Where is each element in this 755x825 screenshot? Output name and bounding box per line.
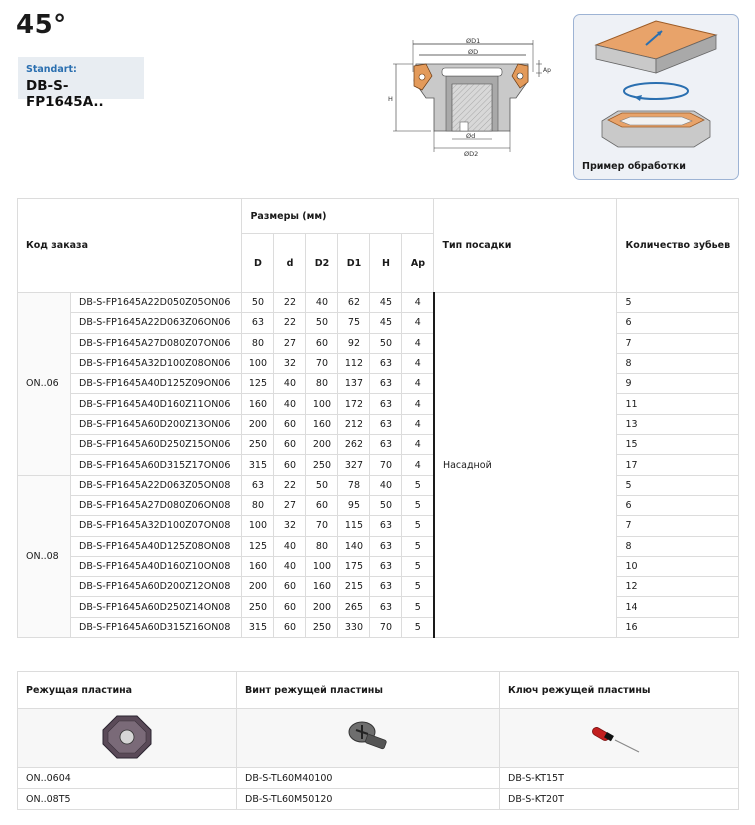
dim-cell-D1: 75 (338, 313, 370, 333)
order-code-cell: DB-S-FP1645A60D250Z15ON06 (71, 435, 242, 455)
header-insert: Режущая пластина (18, 672, 237, 709)
teeth-count-cell: 16 (617, 617, 739, 637)
teeth-count-cell: 13 (617, 414, 739, 434)
dim-cell-D: 200 (242, 577, 274, 597)
standard-label: Standart: (26, 64, 77, 75)
machining-example-illustration (574, 15, 738, 155)
dim-cell-D2: 200 (306, 597, 338, 617)
order-code-cell: DB-S-FP1645A32D100Z08ON06 (71, 353, 242, 373)
key-code-1: DB-S-KT15T (500, 768, 739, 789)
group-label: ON..08 (18, 475, 71, 637)
dim-cell-H: 45 (370, 293, 402, 313)
dim-cell-Ap: 4 (402, 374, 434, 394)
spec-table-body (18, 293, 739, 638)
dim-cell-d: 22 (274, 293, 306, 313)
teeth-count-cell: 15 (617, 435, 739, 455)
dim-cell-Ap: 5 (402, 495, 434, 515)
dim-cell-d: 40 (274, 536, 306, 556)
dim-cell-H: 63 (370, 536, 402, 556)
key-code-2: DB-S-KT20T (500, 789, 739, 810)
header-screw: Винт режущей пластины (237, 672, 500, 709)
dim-cell-D: 250 (242, 597, 274, 617)
header-dim-D: D (242, 234, 274, 293)
insert-code-2: ON..08T5 (18, 789, 237, 810)
table-row (18, 333, 739, 353)
dim-cell-D1: 137 (338, 374, 370, 394)
dim-cell-D1: 175 (338, 556, 370, 576)
teeth-count-cell: 7 (617, 516, 739, 536)
dim-cell-H: 70 (370, 455, 402, 475)
dim-cell-D: 80 (242, 495, 274, 515)
header-order-code: Код заказа (18, 199, 242, 293)
order-code-cell: DB-S-FP1645A40D125Z08ON08 (71, 536, 242, 556)
dim-cell-d: 60 (274, 597, 306, 617)
table-row (18, 414, 739, 434)
dim-cell-d: 60 (274, 455, 306, 475)
dim-cell-D2: 250 (306, 455, 338, 475)
dim-cell-D1: 78 (338, 475, 370, 495)
dim-cell-d: 32 (274, 516, 306, 536)
dim-cell-d: 60 (274, 414, 306, 434)
table-row (18, 516, 739, 536)
cutting-insert-icon (97, 712, 157, 762)
dim-cell-D: 80 (242, 333, 274, 353)
header-dim-D1: D1 (338, 234, 370, 293)
table-row (18, 536, 739, 556)
table-row (18, 394, 739, 414)
dim-cell-D: 315 (242, 617, 274, 637)
table-row (18, 475, 739, 495)
table-row (18, 293, 739, 313)
dim-cell-D2: 160 (306, 414, 338, 434)
order-code-cell: DB-S-FP1645A40D160Z10ON08 (71, 556, 242, 576)
dim-cell-H: 63 (370, 353, 402, 373)
dim-cell-D1: 115 (338, 516, 370, 536)
table-row (18, 556, 739, 576)
dim-cell-D2: 40 (306, 293, 338, 313)
dim-cell-H: 63 (370, 374, 402, 394)
dim-cell-H: 63 (370, 577, 402, 597)
table-row (18, 374, 739, 394)
dim-cell-d: 22 (274, 475, 306, 495)
order-code-cell: DB-S-FP1645A32D100Z07ON08 (71, 516, 242, 536)
dim-cell-H: 63 (370, 556, 402, 576)
dim-cell-Ap: 4 (402, 353, 434, 373)
dim-cell-H: 50 (370, 495, 402, 515)
dim-cell-Ap: 5 (402, 556, 434, 576)
order-code-cell: DB-S-FP1645A27D080Z07ON06 (71, 333, 242, 353)
dim-cell-d: 60 (274, 435, 306, 455)
dim-cell-D1: 212 (338, 414, 370, 434)
dim-cell-H: 70 (370, 617, 402, 637)
standard-code: DB-S-FP1645A.. (26, 78, 104, 110)
dim-ap-label: Ap (543, 67, 551, 74)
table-row (18, 617, 739, 637)
header-mount-type: Тип посадки (434, 199, 617, 293)
header-dim-D2: D2 (306, 234, 338, 293)
dim-cell-D2: 60 (306, 495, 338, 515)
dim-cell-H: 40 (370, 475, 402, 495)
order-code-cell: DB-S-FP1645A40D125Z09ON06 (71, 374, 242, 394)
dim-cell-D1: 172 (338, 394, 370, 414)
spec-table (17, 198, 739, 638)
teeth-count-cell: 6 (617, 313, 739, 333)
mount-type-cell: Насадной (434, 293, 617, 638)
accessories-table (17, 671, 739, 810)
dim-cell-D1: 62 (338, 293, 370, 313)
dim-cell-d: 22 (274, 313, 306, 333)
dim-cell-d: 32 (274, 353, 306, 373)
teeth-count-cell: 5 (617, 293, 739, 313)
dim-cell-D1: 327 (338, 455, 370, 475)
machining-example-label: Пример обработки (582, 161, 686, 172)
dim-cell-D: 160 (242, 556, 274, 576)
dim-cell-D2: 160 (306, 577, 338, 597)
dim-cell-Ap: 4 (402, 333, 434, 353)
header-dim-Ap: Ap (402, 234, 434, 293)
dim-cell-H: 63 (370, 394, 402, 414)
teeth-count-cell: 6 (617, 495, 739, 515)
dim-cell-D2: 50 (306, 313, 338, 333)
order-code-cell: DB-S-FP1645A60D250Z14ON08 (71, 597, 242, 617)
cutter-drawing (386, 36, 558, 160)
dim-cell-D2: 100 (306, 556, 338, 576)
dim-cell-D: 160 (242, 394, 274, 414)
table-row (18, 597, 739, 617)
dim-cell-D: 63 (242, 313, 274, 333)
order-code-cell: DB-S-FP1645A60D315Z16ON08 (71, 617, 242, 637)
order-code-cell: DB-S-FP1645A22D063Z05ON08 (71, 475, 242, 495)
dim-cell-H: 50 (370, 333, 402, 353)
insert-key-icon (589, 712, 649, 762)
dim-cell-Ap: 4 (402, 394, 434, 414)
teeth-count-cell: 8 (617, 353, 739, 373)
dim-cell-D1: 265 (338, 597, 370, 617)
dim-cell-D: 63 (242, 475, 274, 495)
order-code-cell: DB-S-FP1645A60D200Z13ON06 (71, 414, 242, 434)
dim-cell-Ap: 4 (402, 293, 434, 313)
dim-cell-D1: 330 (338, 617, 370, 637)
header-dim-d: d (274, 234, 306, 293)
dim-cell-Ap: 4 (402, 313, 434, 333)
order-code-cell: DB-S-FP1645A60D315Z17ON06 (71, 455, 242, 475)
dim-cell-d: 40 (274, 394, 306, 414)
dim-cell-H: 63 (370, 597, 402, 617)
header-key: Ключ режущей пластины (500, 672, 739, 709)
dim-cell-D: 315 (242, 455, 274, 475)
header-dim-H: H (370, 234, 402, 293)
screw-image-cell (237, 709, 500, 768)
dim-cell-D2: 80 (306, 536, 338, 556)
header-teeth-count: Количество зубьев (617, 199, 739, 293)
dim-cell-Ap: 4 (402, 414, 434, 434)
group-label: ON..06 (18, 293, 71, 476)
key-image-cell (500, 709, 739, 768)
screw-code-1: DB-S-TL60M40100 (237, 768, 500, 789)
dim-cell-D2: 70 (306, 516, 338, 536)
dim-cell-D1: 95 (338, 495, 370, 515)
order-code-cell: DB-S-FP1645A27D080Z06ON08 (71, 495, 242, 515)
dim-cell-D2: 100 (306, 394, 338, 414)
dim-cell-D2: 70 (306, 353, 338, 373)
teeth-count-cell: 17 (617, 455, 739, 475)
dim-cell-D1: 140 (338, 536, 370, 556)
dim-cell-H: 63 (370, 435, 402, 455)
dim-cell-D2: 50 (306, 475, 338, 495)
teeth-count-cell: 14 (617, 597, 739, 617)
dim-cell-D2: 80 (306, 374, 338, 394)
dim-small-d-label: Ød (466, 132, 476, 140)
dim-cell-D: 125 (242, 374, 274, 394)
teeth-count-cell: 9 (617, 374, 739, 394)
table-row (18, 455, 739, 475)
dim-cell-d: 27 (274, 333, 306, 353)
dim-h-label: H (388, 95, 393, 103)
dim-cell-Ap: 5 (402, 617, 434, 637)
dim-cell-d: 40 (274, 374, 306, 394)
dim-cell-D: 100 (242, 353, 274, 373)
table-row (18, 353, 739, 373)
dim-cell-D1: 112 (338, 353, 370, 373)
order-code-cell: DB-S-FP1645A22D063Z06ON06 (71, 313, 242, 333)
machining-example-box (573, 14, 739, 180)
dim-cell-d: 40 (274, 556, 306, 576)
teeth-count-cell: 11 (617, 394, 739, 414)
screw-code-2: DB-S-TL60M50120 (237, 789, 500, 810)
teeth-count-cell: 10 (617, 556, 739, 576)
dim-cell-H: 45 (370, 313, 402, 333)
dim-cell-d: 27 (274, 495, 306, 515)
header-dimensions: Размеры (мм) (242, 199, 434, 234)
dim-cell-H: 63 (370, 414, 402, 434)
dim-cell-D: 250 (242, 435, 274, 455)
insert-image-cell (18, 709, 237, 768)
table-row (18, 495, 739, 515)
dim-cell-Ap: 4 (402, 455, 434, 475)
order-code-cell: DB-S-FP1645A40D160Z11ON06 (71, 394, 242, 414)
dim-cell-Ap: 4 (402, 435, 434, 455)
table-row (18, 577, 739, 597)
insert-code-1: ON..0604 (18, 768, 237, 789)
dim-cell-D2: 250 (306, 617, 338, 637)
dim-cell-Ap: 5 (402, 516, 434, 536)
dim-cell-D1: 262 (338, 435, 370, 455)
table-row (18, 435, 739, 455)
dim-cell-D1: 215 (338, 577, 370, 597)
page-title: 45° (16, 10, 67, 40)
dim-cell-D2: 60 (306, 333, 338, 353)
dim-cell-D: 50 (242, 293, 274, 313)
order-code-cell: DB-S-FP1645A22D050Z05ON06 (71, 293, 242, 313)
dim-d2-label: ØD2 (464, 150, 479, 158)
dim-cell-H: 63 (370, 516, 402, 536)
dim-d-label: ØD (468, 48, 479, 56)
dim-cell-Ap: 5 (402, 597, 434, 617)
standard-box (18, 57, 144, 110)
teeth-count-cell: 8 (617, 536, 739, 556)
dim-cell-D: 200 (242, 414, 274, 434)
insert-screw-icon (338, 712, 398, 762)
dim-cell-D: 125 (242, 536, 274, 556)
dim-cell-Ap: 5 (402, 475, 434, 495)
dim-cell-Ap: 5 (402, 577, 434, 597)
dim-cell-D: 100 (242, 516, 274, 536)
table-row (18, 313, 739, 333)
teeth-count-cell: 5 (617, 475, 739, 495)
dim-cell-d: 60 (274, 577, 306, 597)
order-code-cell: DB-S-FP1645A60D200Z12ON08 (71, 577, 242, 597)
teeth-count-cell: 7 (617, 333, 739, 353)
dim-cell-D2: 200 (306, 435, 338, 455)
dim-cell-Ap: 5 (402, 536, 434, 556)
teeth-count-cell: 12 (617, 577, 739, 597)
dim-cell-d: 60 (274, 617, 306, 637)
dim-d1-label: ØD1 (466, 37, 481, 45)
dim-cell-D1: 92 (338, 333, 370, 353)
